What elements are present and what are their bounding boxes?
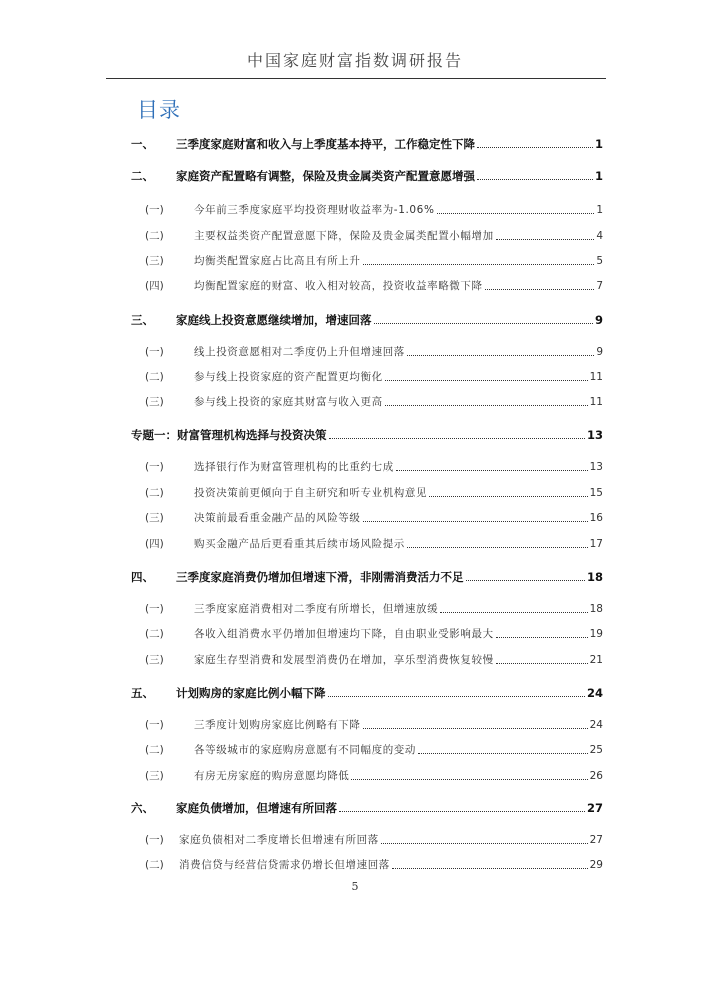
- toc-entry-page: 27: [589, 834, 603, 846]
- toc-entry-page: 9: [596, 346, 603, 358]
- toc-entry-number: (二): [145, 859, 164, 871]
- toc-entry-number: (三): [145, 770, 164, 782]
- toc-entry-page: 11: [589, 396, 603, 408]
- toc-entry-page: 9: [594, 313, 603, 327]
- toc-entry-section-1[interactable]: [131, 136, 603, 152]
- toc-entry-page: 4: [596, 230, 603, 242]
- toc-entry-page: 11: [589, 371, 603, 383]
- toc-entry-number: (一): [145, 834, 164, 846]
- toc-entry-title: 各收入组消费水平仍增加但增速均下降，自由职业受影响最大: [194, 628, 494, 640]
- toc-entry-special-topic-1[interactable]: [131, 427, 603, 443]
- toc-entry-subsection[interactable]: [145, 278, 603, 294]
- toc-entry-page: 16: [589, 512, 603, 524]
- toc-entry-page: 29: [589, 859, 603, 871]
- dot-leader: [392, 867, 588, 869]
- toc-entry-section-2[interactable]: [131, 168, 603, 184]
- toc-entry-title: 均衡配置家庭的财富、收入相对较高，投资收益率略微下降: [194, 280, 483, 292]
- toc-entry-subsection[interactable]: [145, 459, 603, 475]
- toc-entry-subsection[interactable]: [145, 485, 603, 501]
- dot-leader: [496, 636, 588, 638]
- dot-leader: [429, 495, 588, 497]
- toc-entry-number: (一): [145, 719, 164, 731]
- toc-entry-title: 计划购房的家庭比例小幅下降: [176, 686, 326, 700]
- page-header: 中国家庭财富指数调研报告: [246, 51, 463, 70]
- toc-entry-title: 家庭生存型消费和发展型消费仍在增加，享乐型消费恢复较慢: [194, 654, 494, 666]
- toc-entry-section-3[interactable]: [131, 312, 603, 328]
- toc-entry-number: (三): [145, 512, 164, 524]
- toc-entry-subsection[interactable]: [145, 369, 603, 385]
- toc-entry-number: (二): [145, 487, 164, 499]
- toc-entry-title: 参与线上投资家庭的资产配置更均衡化: [194, 371, 383, 383]
- toc-entry-title: 各等级城市的家庭购房意愿有不同幅度的变动: [194, 744, 416, 756]
- toc-entry-subsection[interactable]: [145, 832, 603, 848]
- toc-entry-subsection[interactable]: [145, 253, 603, 269]
- toc-entry-subsection[interactable]: [145, 601, 603, 617]
- toc-entry-title: 选择银行作为财富管理机构的比重约七成: [194, 461, 394, 473]
- dot-leader: [407, 354, 594, 356]
- toc-entry-number: (二): [145, 230, 164, 242]
- dot-leader: [396, 469, 588, 471]
- toc-entry-number: (三): [145, 255, 164, 267]
- toc-entry-number: 四、: [131, 570, 154, 584]
- toc-entry-section-6[interactable]: [131, 800, 603, 816]
- toc-entry-section-4[interactable]: [131, 569, 603, 585]
- dot-leader: [381, 842, 588, 844]
- dot-leader: [329, 437, 585, 439]
- toc-entry-page: 13: [589, 461, 603, 473]
- toc-entry-page: 5: [596, 255, 603, 267]
- toc-entry-subsection[interactable]: [145, 202, 603, 218]
- toc-entry-number: (二): [145, 628, 164, 640]
- dot-leader: [407, 546, 588, 548]
- toc-entry-title: 三季度计划购房家庭比例略有下降: [194, 719, 361, 731]
- toc-entry-number: (一): [145, 204, 164, 216]
- toc-entry-page: 13: [586, 428, 603, 442]
- toc-entry-page: 7: [596, 280, 603, 292]
- toc-entry-page: 27: [586, 801, 603, 815]
- toc-entry-number: (三): [145, 396, 164, 408]
- toc-entry-page: 24: [589, 719, 603, 731]
- toc-entry-subsection[interactable]: [145, 510, 603, 526]
- toc-entry-number: 三、: [131, 313, 154, 327]
- toc-entry-page: 1: [594, 169, 603, 183]
- dot-leader: [496, 662, 588, 664]
- dot-leader: [374, 322, 593, 324]
- toc-entry-title: 主要权益类资产配置意愿下降，保险及贵金属类配置小幅增加: [194, 230, 494, 242]
- toc-entry-title: 家庭负债相对二季度增长但增速有所回落: [179, 834, 379, 846]
- toc-entry-title: 家庭线上投资意愿继续增加，增速回落: [176, 313, 372, 327]
- dot-leader: [363, 727, 588, 729]
- dot-leader: [418, 752, 588, 754]
- toc-entry-subsection[interactable]: [145, 228, 603, 244]
- toc-entry-page: 1: [596, 204, 603, 216]
- toc-entry-title: 决策前最看重金融产品的风险等级: [194, 512, 361, 524]
- toc-entry-number: (三): [145, 654, 164, 666]
- toc-entry-subsection[interactable]: [145, 857, 603, 873]
- toc-entry-page: 18: [589, 603, 603, 615]
- toc-entry-title: 消费信贷与经营信贷需求仍增长但增速回落: [179, 859, 390, 871]
- toc-entry-number: (二): [145, 371, 164, 383]
- toc-entry-number: 二、: [131, 169, 154, 183]
- toc-entry-page: 15: [589, 487, 603, 499]
- dot-leader: [477, 146, 593, 148]
- toc-entry-subsection[interactable]: [145, 768, 603, 784]
- toc-entry-number: (一): [145, 346, 164, 358]
- toc-entry-title: 购买金融产品后更看重其后续市场风险提示: [194, 538, 405, 550]
- dot-leader: [351, 778, 587, 780]
- toc-entry-number: (二): [145, 744, 164, 756]
- dot-leader: [440, 611, 587, 613]
- toc-entry-title: 家庭资产配置略有调整，保险及贵金属类资产配置意愿增强: [176, 169, 475, 183]
- toc-entry-page: 18: [586, 570, 603, 584]
- toc-entry-subsection[interactable]: [145, 717, 603, 733]
- toc-entry-number: 一、: [131, 137, 154, 151]
- dot-leader: [363, 263, 595, 265]
- dot-leader: [328, 695, 585, 697]
- dot-leader: [496, 238, 595, 240]
- toc-entry-title: 家庭负债增加，但增速有所回落: [176, 801, 337, 815]
- toc-entry-title: 专题一：财富管理机构选择与投资决策: [131, 428, 327, 442]
- toc-entry-subsection[interactable]: [145, 394, 603, 410]
- toc-entry-page: 19: [589, 628, 603, 640]
- dot-leader: [385, 404, 588, 406]
- toc-entry-number: (一): [145, 461, 164, 473]
- toc-entry-subsection[interactable]: [145, 626, 603, 642]
- toc-entry-subsection[interactable]: [145, 344, 603, 360]
- toc-entry-page: 1: [594, 137, 603, 151]
- dot-leader: [437, 212, 595, 214]
- dot-leader: [485, 288, 595, 290]
- toc-entry-title: 线上投资意愿相对二季度仍上升但增速回落: [194, 346, 405, 358]
- toc-entry-subsection[interactable]: [145, 536, 603, 552]
- toc-entry-title: 投资决策前更倾向于自主研究和听专业机构意见: [194, 487, 428, 499]
- toc-title: 目录: [137, 98, 181, 122]
- dot-leader: [339, 810, 585, 812]
- toc-entry-page: 17: [589, 538, 603, 550]
- toc-entry-title: 三季度家庭消费仍增加但增速下滑，非刚需消费活力不足: [176, 570, 464, 584]
- page-number: 5: [351, 880, 359, 893]
- dot-leader: [385, 379, 588, 381]
- toc-entry-title: 三季度家庭消费相对二季度有所增长，但增速放缓: [194, 603, 439, 615]
- toc-entry-section-5[interactable]: [131, 685, 603, 701]
- toc-entry-page: 24: [586, 686, 603, 700]
- toc-entry-subsection[interactable]: [145, 652, 603, 668]
- toc-entry-page: 26: [589, 770, 603, 782]
- toc-entry-subsection[interactable]: [145, 742, 603, 758]
- toc-entry-number: (四): [145, 538, 164, 550]
- toc-entry-title: 三季度家庭财富和收入与上季度基本持平，工作稳定性下降: [176, 137, 475, 151]
- toc-entry-title: 均衡类配置家庭占比高且有所上升: [194, 255, 361, 267]
- toc-entry-title: 参与线上投资的家庭其财富与收入更高: [194, 396, 383, 408]
- toc-entry-number: (四): [145, 280, 164, 292]
- dot-leader: [477, 178, 593, 180]
- toc-entry-page: 25: [589, 744, 603, 756]
- toc-entry-title: 有房无房家庭的购房意愿均降低: [194, 770, 350, 782]
- dot-leader: [466, 579, 585, 581]
- toc-entry-number: 六、: [131, 801, 154, 815]
- toc-entry-number: 五、: [131, 686, 154, 700]
- toc-entry-page: 21: [589, 654, 603, 666]
- dot-leader: [363, 520, 588, 522]
- toc-entry-number: (一): [145, 603, 164, 615]
- toc-entry-title: 今年前三季度家庭平均投资理财收益率为-1.06%: [194, 204, 435, 216]
